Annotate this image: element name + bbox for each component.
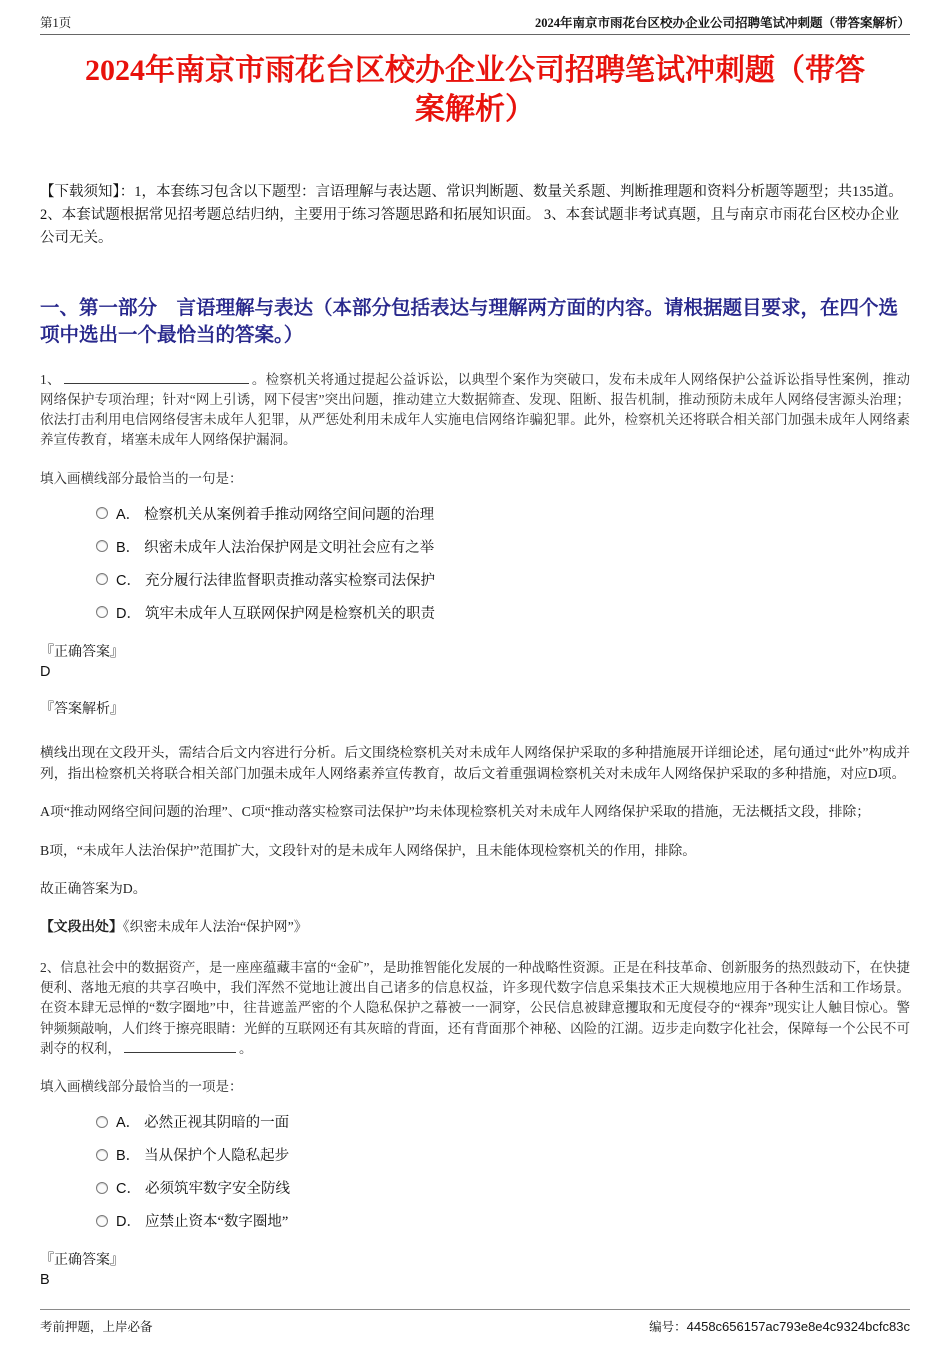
- document-title: 2024年南京市雨花台区校办企业公司招聘笔试冲刺题（带答案解析）: [85, 54, 865, 126]
- page-footer: [40, 1309, 910, 1335]
- analysis-paragraph: A项“推动网络空间问题的治理”、C项“推动落实检察司法保护”均未体现检察机关对未成年人网络保护采取的措施，无法概括文段，排除；: [40, 804, 871, 820]
- option-letter: D．: [116, 605, 141, 622]
- footer-slogan: 考前押题，上岸必备: [40, 1320, 153, 1334]
- source-label: 【文段出处】: [40, 919, 123, 935]
- radio-button[interactable]: [96, 606, 108, 618]
- question-2-prompt: 填入画横线部分最恰当的一项是：: [40, 1079, 243, 1095]
- option-letter: B．: [116, 539, 141, 556]
- radio-button[interactable]: [96, 1215, 108, 1227]
- option-text: 应禁止资本“数字圈地”: [144, 1214, 289, 1231]
- footer-serial: [649, 1317, 910, 1335]
- blank-line: [64, 371, 249, 383]
- question-2-stem: [40, 958, 910, 1059]
- option-letter: A．: [116, 1115, 141, 1132]
- radio-button[interactable]: [96, 540, 108, 552]
- question-1-option-a[interactable]: [96, 503, 910, 524]
- page-header: [40, 0, 910, 35]
- question-2-option-b[interactable]: [96, 1144, 910, 1165]
- question-1-stem-text: 。检察机关将通过提起公益诉讼，以典型个案作为突破口，发布未成年人网络保护公益诉讼指导性案例，推动网络保护专项治理；针对“网上引诱，网下侵害”突出问题，推动建立大数据筛查、发现、阻断、报告机制，推动预防未成年人网络侵害源头治理；依法打击利用电信网络侵害未成年人犯罪，从严惩处利用未成年人实施电信网络诈骗犯罪。此外，检察机关还将联合相关部门加强未成年人网络素养宣传教育，堵塞未成年人网络保护漏洞。: [40, 371, 911, 448]
- serial-label: 编号：: [649, 1320, 687, 1334]
- source-line: [40, 916, 910, 937]
- header-running-title: 2024年南京市雨花台区校办企业公司招聘笔试冲刺题（带答案解析）: [534, 16, 910, 30]
- question-1-options: [96, 503, 910, 623]
- question-1-number: 1、: [40, 371, 61, 387]
- question-2-option-c[interactable]: [96, 1177, 910, 1198]
- blank-line: [124, 1040, 236, 1052]
- question-2-options: [96, 1111, 910, 1231]
- radio-button[interactable]: [96, 1182, 108, 1194]
- radio-button[interactable]: [96, 573, 108, 585]
- option-text: 筑牢未成年人互联网保护网是检察机关的职责: [144, 605, 435, 622]
- option-text: 必然正视其阴暗的一面: [144, 1115, 290, 1132]
- source-title: 《织密未成年人法治“保护网”》: [122, 919, 308, 935]
- correct-answer-value: B: [40, 1272, 50, 1289]
- option-letter: B．: [116, 1148, 141, 1165]
- option-letter: D．: [116, 1214, 141, 1231]
- analysis-paragraph: 故正确答案为D。: [40, 881, 147, 897]
- question-1-stem: [40, 370, 910, 451]
- question-1-option-d[interactable]: [96, 602, 910, 623]
- download-notice: 【下载须知】：1，本套练习包含以下题型：言语理解与表达题、常识判断题、数量关系题、判断推理题和资料分析题等题型；共135道。 2、本套试题根据常见招考题总结归纳，主要用于练习答题思路和拓展知识面。 3、本套试题非考试真题，且与南京市雨花台区校办企业公司无关。: [40, 184, 903, 246]
- option-text: 充分履行法律监督职责推动落实检察司法保护: [144, 572, 435, 589]
- question-1-prompt: 填入画横线部分最恰当的一句是：: [40, 470, 243, 486]
- radio-button[interactable]: [96, 1116, 108, 1128]
- analysis-label: 『答案解析』: [40, 701, 124, 717]
- analysis-paragraph: 横线出现在文段开头，需结合后文内容进行分析。后文围绕检察机关对未成年人网络保护采取的多种措施展开详细论述，尾句通过“此外”构成并列，指出检察机关将联合相关部门加强未成年人网络素养宣传教育，故后文着重强调检察机关对未成年人网络保护采取的多种措施，对应D项。: [40, 744, 910, 781]
- option-text: 当从保护个人隐私起步: [144, 1148, 290, 1165]
- page-number: 第1页: [40, 16, 72, 30]
- correct-answer-label: 『正确答案』: [40, 644, 124, 660]
- question-2-option-d[interactable]: [96, 1210, 910, 1231]
- serial-value: 4458c656157ac793e8e4c9324bcfc83c: [686, 1319, 910, 1334]
- question-1: [40, 370, 910, 938]
- question-1-option-c[interactable]: [96, 569, 910, 590]
- option-letter: A．: [116, 506, 141, 523]
- question-2: [40, 958, 910, 1288]
- radio-button[interactable]: [96, 1149, 108, 1161]
- option-text: 检察机关从案例着手推动网络空间问题的治理: [144, 506, 435, 523]
- correct-answer-value: D: [40, 663, 51, 680]
- section-heading: 一、第一部分 言语理解与表达（本部分包括表达与理解两方面的内容。请根据题目要求，在四个选项中选出一个最恰当的答案。）: [40, 297, 899, 346]
- radio-button[interactable]: [96, 507, 108, 519]
- option-letter: C．: [116, 572, 141, 589]
- question-2-stem-suffix: 。: [239, 1040, 253, 1056]
- analysis-paragraph: B项，“未成年人法治保护”范围扩大，文段针对的是未成年人网络保护，且未能体现检察机关的作用，排除。: [40, 842, 697, 858]
- question-1-option-b[interactable]: [96, 536, 910, 557]
- correct-answer-label: 『正确答案』: [40, 1253, 124, 1269]
- option-letter: C．: [116, 1181, 141, 1198]
- option-text: 织密未成年人法治保护网是文明社会应有之举: [144, 539, 435, 556]
- option-text: 必须筑牢数字安全防线: [144, 1181, 290, 1198]
- question-2-stem-text: 2、信息社会中的数据资产，是一座座蕴藏丰富的“金矿”，是助推智能化发展的一种战略性资源。正是在科技革命、创新服务的热烈鼓动下，在快捷便利、落地无痕的共享召唤中，我们浑然不觉地让渡出自己诸多的信息权益，许多现代数字信息采集技术正大规模地应用于各种生活和工作场景。在资本肆无忌惮的“数字圈地”中，往昔遮盖严密的个人隐私保护之幕被一一洞穿，公民信息被肆意攫取和无度侵夺的“裸奔”现实让人触目惊心。警钟频频敲响，人们终于擦亮眼睛：光鲜的互联网还有其灰暗的背面，还有背面那个神秘、凶险的江湖。迈步走向数字化社会，保障每一个公民不可剥夺的权利，: [40, 959, 910, 1056]
- question-2-option-a[interactable]: [96, 1111, 910, 1132]
